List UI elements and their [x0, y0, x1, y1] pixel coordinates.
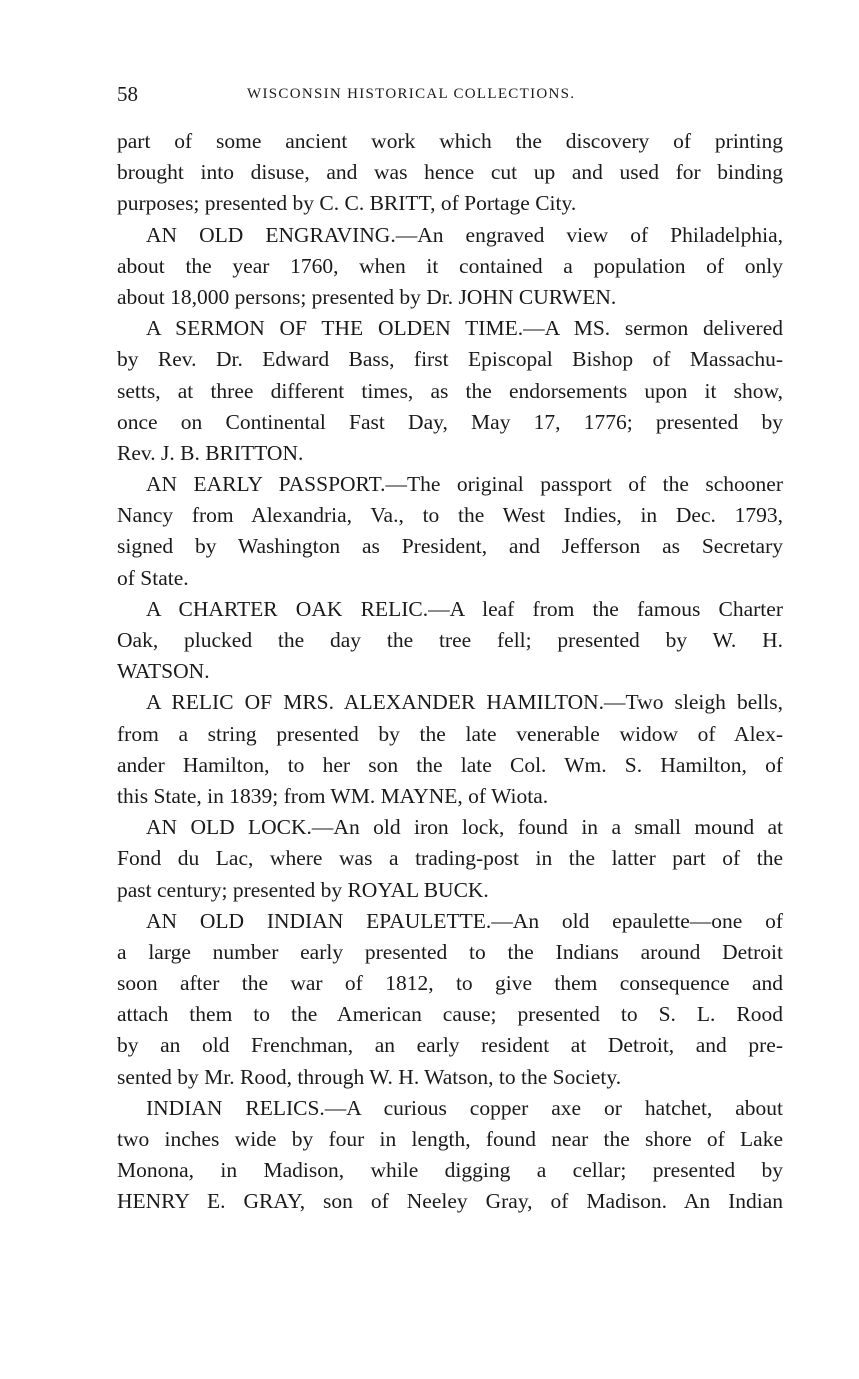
text-line: AN OLD LOCK.—An old iron lock, found in a small mound at	[146, 815, 783, 840]
text-line: Nancy from Alexandria, Va., to the West Indies, in Dec. 1793,	[117, 503, 783, 528]
text-line: setts, at three different times, as the endorsements upon it show,	[117, 378, 783, 403]
text-line: this State, in 1839; from WM. MAYNE, of Wiota.	[117, 783, 549, 808]
text-line: by Rev. Dr. Edward Bass, first Episcopal Bishop of Massachu-	[117, 347, 783, 372]
text-line: of State.	[117, 565, 189, 590]
text-line: attach them to the American cause; presented to S. L. Rood	[117, 1002, 783, 1027]
text-line: ander Hamilton, to her son the late Col. Wm. S. Hamilton, of	[117, 752, 783, 777]
text-line: soon after the war of 1812, to give them consequence and	[117, 971, 783, 996]
text-line: WATSON.	[117, 659, 210, 684]
text-line: sented by Mr. Rood, through W. H. Watson, to the Society.	[117, 1064, 622, 1089]
text-line: about the year 1760, when it contained a population of only	[117, 253, 783, 278]
text-line: HENRY E. GRAY, son of Neeley Gray, of Madison. An Indian	[117, 1189, 783, 1214]
text-line: Rev. J. B. BRITTON.	[117, 440, 304, 465]
text-line: from a string presented by the late venerable widow of Alex-	[117, 721, 783, 746]
body-text	[117, 126, 783, 1218]
text-line: Oak, plucked the day the tree fell; presented by W. H.	[117, 628, 783, 652]
text-line: purposes; presented by C. C. BRITT, of Portage City.	[117, 191, 577, 216]
text-line: a large number early presented to the Indians around Detroit	[117, 939, 783, 964]
running-head: WISCONSIN HISTORICAL COLLECTIONS.	[247, 86, 576, 102]
text-line: two inches wide by four in length, found near the shore of Lake	[117, 1127, 783, 1151]
text-line: by an old Frenchman, an early resident at Detroit, and pre-	[117, 1033, 783, 1058]
text-line: Monona, in Madison, while digging a cellar; presented by	[117, 1158, 783, 1183]
text-line: A SERMON OF THE OLDEN TIME.—A MS. sermon delivered	[146, 316, 783, 341]
text-line: past century; presented by ROYAL BUCK.	[117, 877, 489, 902]
text-line: AN OLD INDIAN EPAULETTE.—An old epaulette—one of	[146, 908, 783, 933]
text-line: signed by Washington as President, and Jefferson as Secretary	[117, 534, 783, 559]
text-line: INDIAN RELICS.—A curious copper axe or hatchet, about	[146, 1095, 783, 1120]
text-line: about 18,000 persons; presented by Dr. JOHN CURWEN.	[117, 284, 617, 309]
text-line: part of some ancient work which the discovery of printing	[117, 129, 783, 153]
text-line: once on Continental Fast Day, May 17, 1776; presented by	[117, 409, 783, 434]
page-number: 58	[117, 82, 138, 106]
text-line: AN OLD ENGRAVING.—An engraved view of Philadelphia,	[146, 222, 783, 247]
text-line: Fond du Lac, where was a trading-post in the latter part of the	[117, 846, 783, 871]
text-line: A RELIC OF MRS. ALEXANDER HAMILTON.—Two sleigh bells,	[146, 690, 783, 715]
text-line: brought into disuse, and was hence cut up and used for binding	[117, 160, 783, 185]
text-line: A CHARTER OAK RELIC.—A leaf from the famous Charter	[146, 596, 783, 621]
page-header	[117, 82, 642, 112]
text-line: AN EARLY PASSPORT.—The original passport of the schooner	[146, 472, 783, 497]
